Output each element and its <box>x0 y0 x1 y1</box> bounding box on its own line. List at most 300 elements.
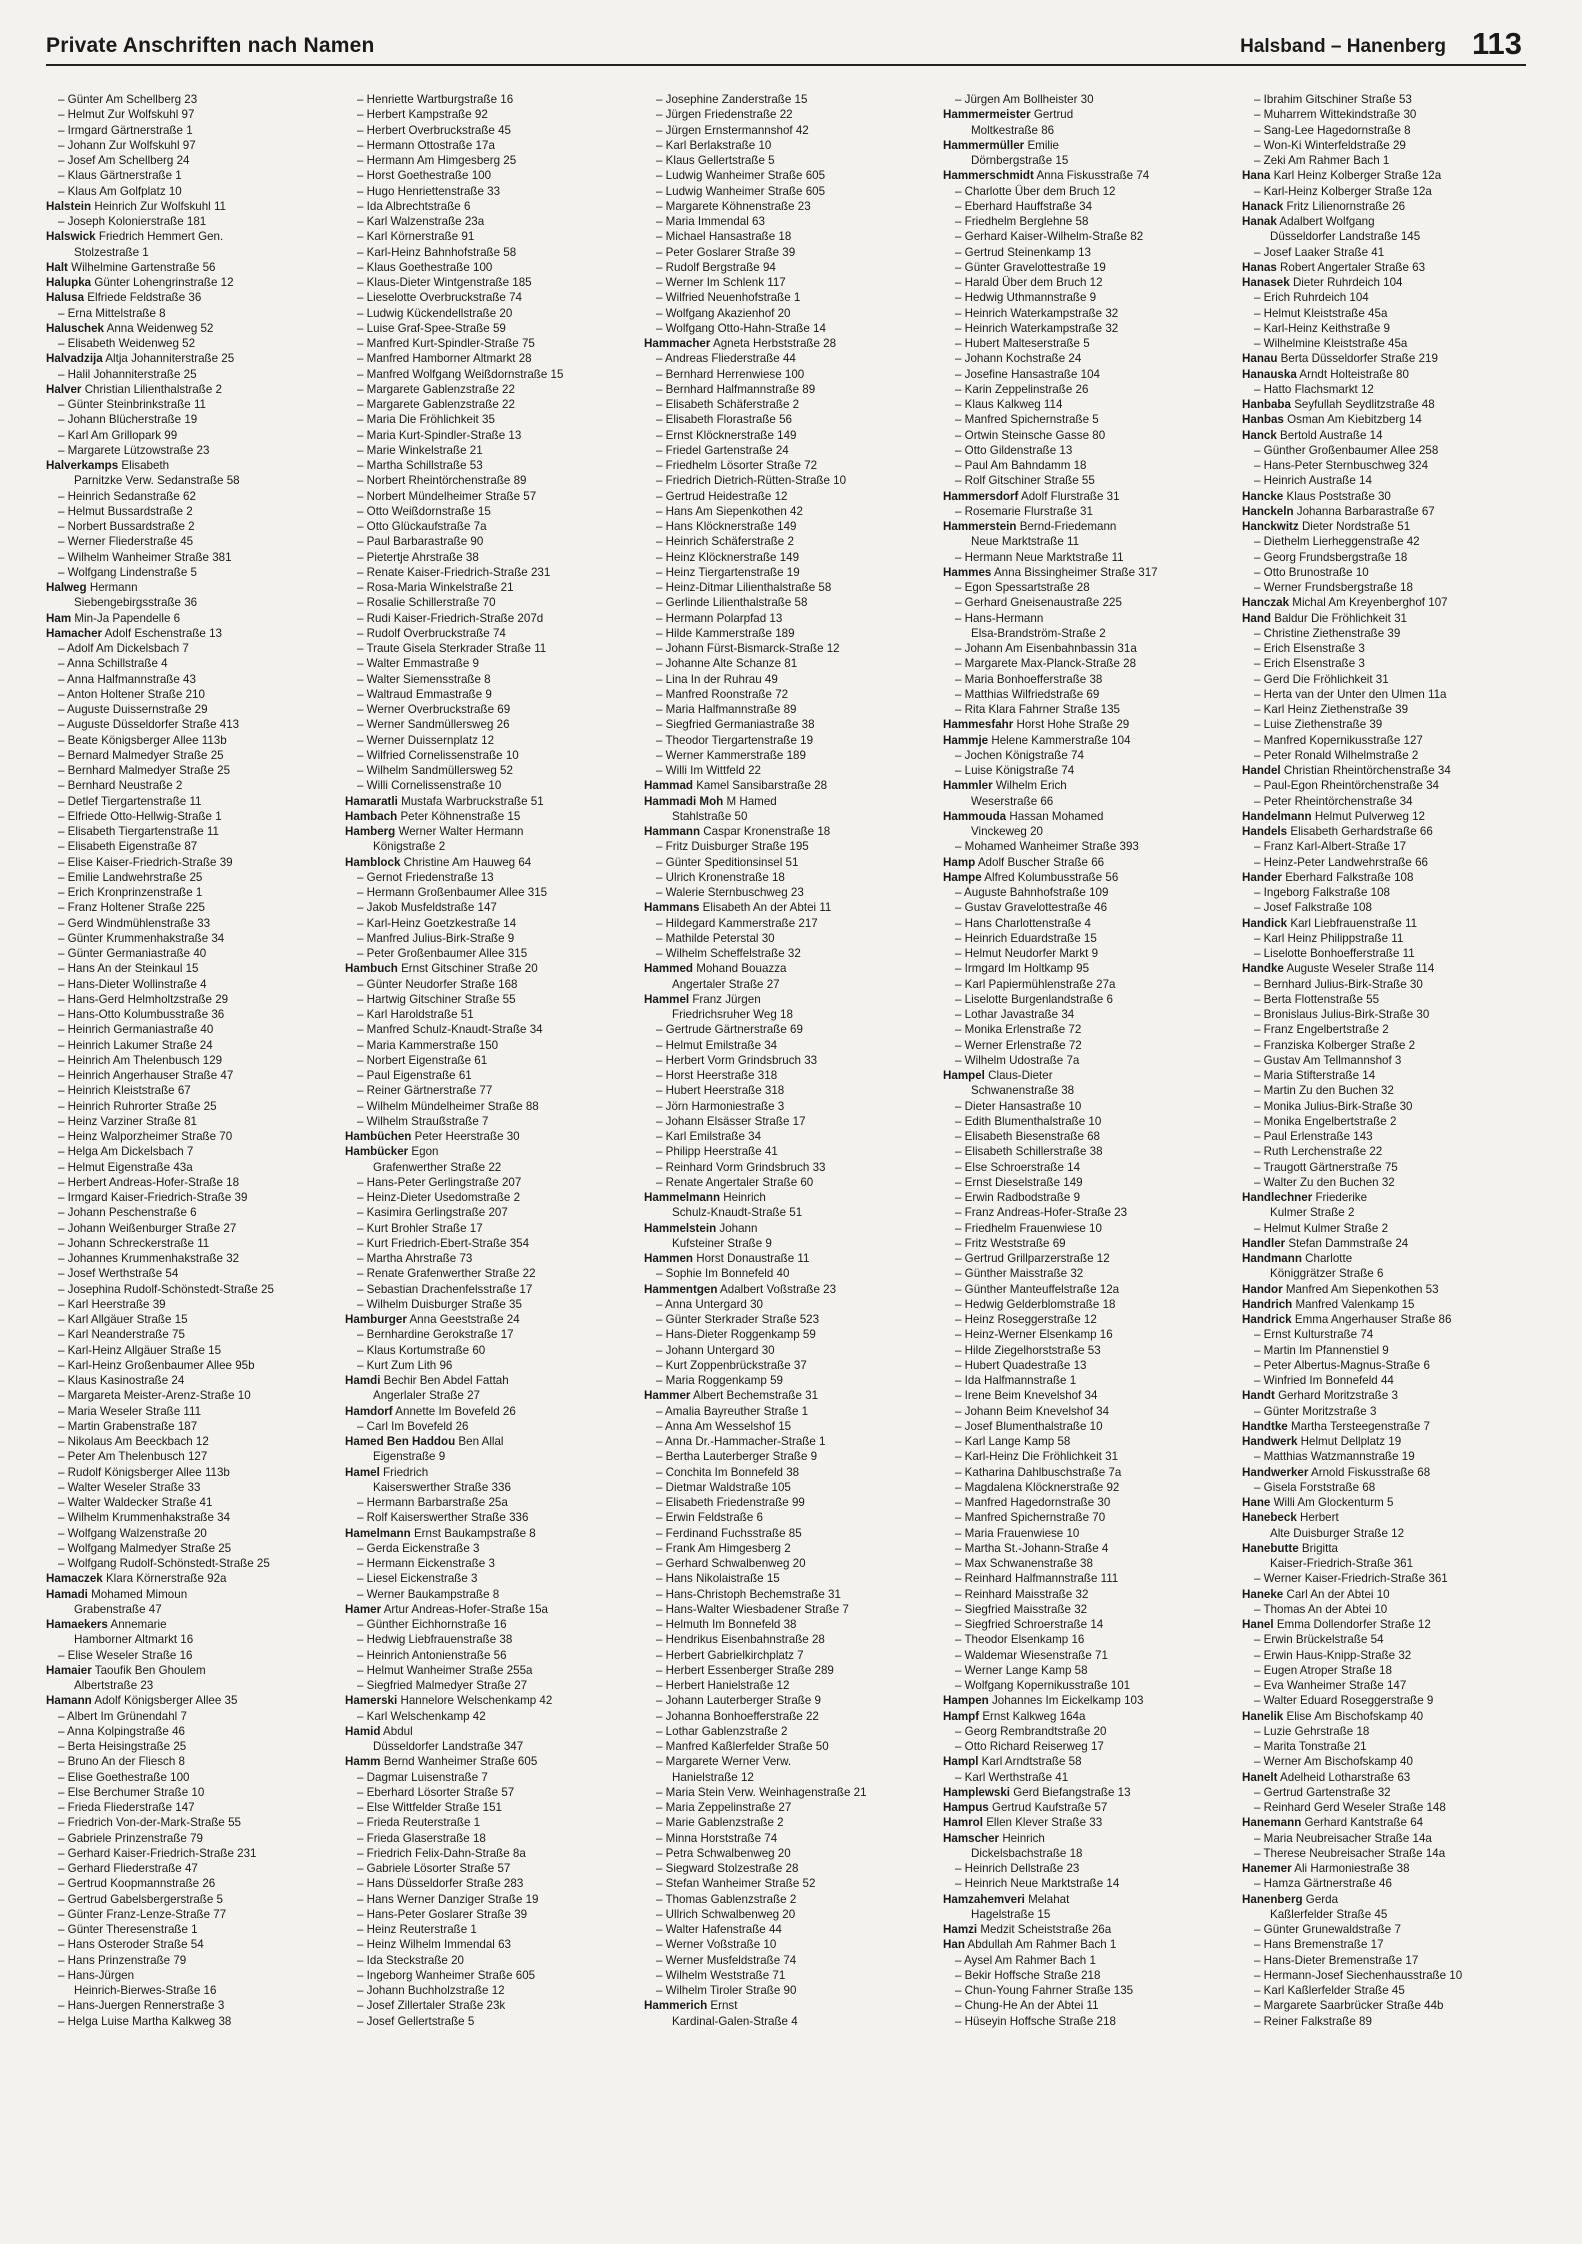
directory-entry <box>943 824 1234 839</box>
entry-text: Karl-Heinz Goetzkestraße 14 <box>366 916 517 930</box>
directory-entry <box>943 1815 1234 1830</box>
entry-text: Hans An der Steinkaul 15 <box>67 962 199 976</box>
directory-entry <box>345 1556 636 1571</box>
directory-entry <box>943 123 1234 138</box>
directory-entry <box>1242 1236 1533 1251</box>
entry-text: Karl Allgäuer Straße 15 <box>67 1313 188 1326</box>
entry-text: Helga Am Dickelsbach 7 <box>67 1145 194 1159</box>
directory-entry <box>644 1251 935 1266</box>
entry-surname: Hanack <box>1242 199 1284 213</box>
directory-entry <box>943 626 1234 641</box>
directory-entry <box>345 1907 636 1922</box>
directory-entry <box>345 1480 636 1495</box>
entry-text: Günther Manteuffelstraße 12a <box>964 1282 1120 1296</box>
directory-entry <box>46 1602 337 1617</box>
entry-surname: Hanckeln <box>1242 504 1294 518</box>
directory-entry <box>644 1510 935 1525</box>
directory-entry <box>644 687 935 702</box>
entry-surname: Halswick <box>46 230 96 244</box>
directory-entry <box>46 977 337 992</box>
directory-entry <box>1242 977 1533 992</box>
entry-text: Wilhelmine Gartenstraße 56 <box>71 260 216 274</box>
entry-text: Christian Rheintörchenstraße 34 <box>1283 764 1451 777</box>
entry-text: Herbert Kampstraße 92 <box>366 108 488 122</box>
entry-surname: Hanenberg <box>1242 1892 1303 1906</box>
entry-text: Elisabeth Gerhardstraße 66 <box>1290 825 1433 838</box>
entry-text: Liselotte Bonhoefferstraße 11 <box>1263 947 1415 960</box>
directory-entry <box>345 1632 636 1647</box>
entry-text: Gerhard Schwalbenweg 20 <box>665 1557 806 1570</box>
entry-text: Egon <box>411 1145 439 1159</box>
entry-text: Heinz Walporzheimer Straße 70 <box>67 1130 233 1143</box>
directory-entry <box>46 184 337 199</box>
entry-text: Ernst <box>710 1999 738 2013</box>
directory-entry <box>644 1541 935 1556</box>
entry-text: Elsa-Brandström-Straße 2 <box>971 626 1106 640</box>
entry-text: Hermann Barbarstraße 25a <box>366 1496 508 1509</box>
entry-text: Gerhard Kaiser-Wilhelm-Straße 82 <box>964 230 1144 244</box>
entry-text: Hermann <box>89 581 138 594</box>
entry-text: Lothar Gablenzstraße 2 <box>665 1724 788 1738</box>
entry-text: Chun-Young Fahrner Straße 135 <box>964 1984 1134 1997</box>
entry-text: Friedhelm Lösorter Straße 72 <box>665 459 818 472</box>
entry-text: Lina In der Ruhrau 49 <box>665 672 778 686</box>
entry-text: Taoufik Ben Ghoulem <box>94 1663 206 1677</box>
directory-entry <box>943 367 1234 382</box>
directory-entry <box>46 428 337 443</box>
entry-text: Maria Bonhoefferstraße 38 <box>964 672 1103 686</box>
entry-text: Ludwig Wanheimer Straße 605 <box>665 169 826 183</box>
entry-text: Karl Am Grillopark 99 <box>67 428 178 442</box>
directory-entry <box>644 1953 935 1968</box>
entry-text: Fritz Lilienornstraße 26 <box>1286 199 1406 213</box>
entry-text: Karl-Heinz Kolberger Straße 12a <box>1263 184 1432 198</box>
entry-text: Heinrich Waterkampstraße 32 <box>964 306 1119 320</box>
directory-entry <box>345 1114 636 1129</box>
entry-text: Helmut Kleiststraße 45a <box>1263 306 1388 320</box>
directory-entry <box>1242 1221 1533 1236</box>
directory-entry <box>644 1205 935 1220</box>
directory-entry <box>644 1144 935 1159</box>
directory-entry <box>46 1510 337 1525</box>
entry-text: Reiner Falkstraße 89 <box>1263 2014 1372 2028</box>
entry-text: Elise Kaiser-Friedrich-Straße 39 <box>67 855 233 869</box>
directory-entry <box>943 321 1234 336</box>
entry-text: Elisabeth Tiergartenstraße 11 <box>67 825 219 838</box>
entry-text: Hermann Am Himgesberg 25 <box>366 154 517 167</box>
directory-entry <box>46 1114 337 1129</box>
entry-surname: Hanel <box>1242 1618 1274 1631</box>
entry-text: Reinhard Gerd Weseler Straße 148 <box>1263 1801 1446 1814</box>
directory-entry <box>644 1602 935 1617</box>
entry-text: Friederike <box>1315 1191 1368 1204</box>
directory-entry <box>46 1282 337 1297</box>
entry-text: Eugen Atroper Straße 18 <box>1263 1663 1392 1677</box>
directory-entry <box>644 2014 935 2029</box>
entry-text: Elise Am Bischofskamp 40 <box>1286 1709 1424 1723</box>
entry-text: Horst Hohe Straße 29 <box>1016 718 1130 732</box>
entry-surname: Handrich <box>1242 1297 1293 1311</box>
entry-text: Peter Rheintörchenstraße 34 <box>1263 794 1413 808</box>
directory-entry <box>46 290 337 305</box>
entry-surname: Hampel <box>943 1069 985 1082</box>
entry-text: Bechir Ben Abdel Fattah <box>383 1374 509 1387</box>
entry-text: Gertrud Grillparzerstraße 12 <box>964 1252 1110 1265</box>
entry-surname: Hammouda <box>943 809 1007 823</box>
directory-entry <box>345 931 636 946</box>
directory-entry <box>943 687 1234 702</box>
directory-entry <box>943 1785 1234 1800</box>
directory-entry <box>1242 1297 1533 1312</box>
directory-entry <box>46 306 337 321</box>
entry-text: Margarete Gablenzstraße 22 <box>366 382 515 396</box>
entry-surname: Hanebeck <box>1242 1511 1297 1525</box>
entry-text: Pietertje Ahrstraße 38 <box>366 550 479 564</box>
entry-text: Theodor Tiergartenstraße 19 <box>665 733 814 747</box>
directory-entry <box>1242 1556 1533 1571</box>
entry-text: Ernst Dieselstraße 149 <box>964 1175 1083 1189</box>
directory-entry <box>943 351 1234 366</box>
entry-text: Adalbert Wolfgang <box>1279 215 1375 228</box>
entry-text: Otto Richard Reiserweg 17 <box>964 1740 1104 1753</box>
directory-entry <box>644 702 935 717</box>
directory-entry <box>943 229 1234 244</box>
entry-text: Luise Königstraße 74 <box>964 764 1075 777</box>
directory-entry <box>345 977 636 992</box>
directory-entry <box>46 214 337 229</box>
entry-text: Siebengebirgsstraße 36 <box>74 596 198 610</box>
entry-text: Wilhelm Duisburger Straße 35 <box>366 1297 522 1311</box>
entry-text: Manfred Wolfgang Weißdornstraße 15 <box>366 367 564 381</box>
entry-text: Friedrich Dietrich-Rütten-Straße 10 <box>665 474 847 488</box>
entry-text: Ludwig Wanheimer Straße 605 <box>665 184 826 198</box>
entry-text: Franz Jürgen <box>692 992 761 1006</box>
entry-text: Norbert Eigenstraße 61 <box>366 1053 488 1067</box>
entry-text: Manfred Spichernstraße 5 <box>964 413 1099 427</box>
directory-entry <box>644 1266 935 1281</box>
directory-entry <box>644 656 935 671</box>
entry-text: Herbert Essenberger Straße 289 <box>665 1663 834 1677</box>
directory-entry <box>345 1449 636 1464</box>
entry-text: Wolfgang Akazienhof 20 <box>665 306 791 320</box>
directory-entry <box>943 550 1234 565</box>
entry-text: Günter Moritzstraße 3 <box>1263 1404 1377 1418</box>
entry-text: Philipp Heerstraße 41 <box>665 1145 778 1159</box>
directory-entry <box>644 519 935 534</box>
directory-entry <box>46 1480 337 1495</box>
directory-entry <box>943 1998 1234 2013</box>
directory-entry <box>943 580 1234 595</box>
entry-text: Heinrich <box>1002 1831 1045 1845</box>
entry-text: Hans-Peter Gerlingstraße 207 <box>366 1175 522 1189</box>
directory-entry <box>1242 1312 1533 1327</box>
entry-text: Medzit Scheiststraße 26a <box>980 1923 1112 1936</box>
entry-text: Josef Gellertstraße 5 <box>366 2014 475 2028</box>
entry-text: Klara Körnerstraße 92a <box>105 1572 227 1586</box>
directory-entry <box>644 199 935 214</box>
directory-entry <box>943 1876 1234 1891</box>
entry-text: Aysel Am Rahmer Bach 1 <box>964 1953 1096 1967</box>
entry-text: Heinz-Peter Landwehrstraße 66 <box>1263 855 1428 869</box>
entry-surname: Halstein <box>46 199 92 213</box>
entry-surname: Hamelmann <box>345 1526 411 1540</box>
directory-entry <box>1242 1815 1533 1830</box>
directory-entry <box>345 1937 636 1952</box>
directory-entry <box>644 367 935 382</box>
entry-text: Melahat <box>1028 1892 1070 1906</box>
entry-surname: Hand <box>1242 611 1271 625</box>
entry-text: Reinhard Vorm Grindsbruch 33 <box>665 1160 826 1174</box>
entry-text: Heinrich Ruhrorter Straße 25 <box>67 1099 217 1113</box>
directory-entry <box>46 1739 337 1754</box>
entry-text: Abdul <box>383 1724 413 1738</box>
directory-entry <box>1242 199 1533 214</box>
entry-text: Maria Frauenwiese 10 <box>964 1526 1080 1540</box>
entry-text: Zeki Am Rahmer Bach 1 <box>1263 154 1390 167</box>
directory-entry <box>943 1221 1234 1236</box>
directory-entry <box>345 1373 636 1388</box>
entry-text: Emma Angerhauser Straße 86 <box>1294 1313 1452 1326</box>
directory-entry <box>345 1297 636 1312</box>
directory-entry <box>1242 1160 1533 1175</box>
entry-text: Manfred Hamborner Altmarkt 28 <box>366 352 532 366</box>
directory-entry <box>345 519 636 534</box>
entry-text: Gertrud <box>1033 108 1074 122</box>
directory-entry <box>345 1221 636 1236</box>
directory-entry <box>1242 1129 1533 1144</box>
entry-text: Charlotte Über dem Bruch 12 <box>964 184 1116 198</box>
directory-entry <box>943 1099 1234 1114</box>
entry-text: Alte Duisburger Straße 12 <box>1270 1526 1405 1540</box>
directory-entry <box>943 1907 1234 1922</box>
directory-entry <box>943 1953 1234 1968</box>
entry-text: Traute Gisela Sterkrader Straße 11 <box>366 642 547 655</box>
directory-entry <box>46 138 337 153</box>
directory-entry <box>345 1434 636 1449</box>
entry-text: Karl Arndtstraße 58 <box>981 1755 1082 1769</box>
entry-text: Anna Fiskusstraße 74 <box>1036 169 1150 183</box>
entry-text: Dieter Hansastraße 10 <box>964 1099 1082 1113</box>
entry-surname: Handmann <box>1242 1252 1302 1265</box>
directory-entry <box>46 1632 337 1647</box>
directory-entry <box>943 153 1234 168</box>
directory-entry <box>1242 1770 1533 1785</box>
directory-entry <box>943 763 1234 778</box>
directory-entry <box>345 702 636 717</box>
entry-text: Vinckeweg 20 <box>971 825 1043 838</box>
directory-entry <box>644 1312 935 1327</box>
directory-entry <box>345 1846 636 1861</box>
entry-text: Heinz Roseggerstraße 12 <box>964 1313 1097 1326</box>
entry-text: Hatto Flachsmarkt 12 <box>1263 382 1374 396</box>
directory-entry <box>345 1602 636 1617</box>
directory-entry <box>943 1465 1234 1480</box>
entry-text: Karl-Heinz Bahnhofstraße 58 <box>366 245 517 259</box>
directory-entry <box>644 626 935 641</box>
entry-text: Ida Albrechtstraße 6 <box>366 199 471 213</box>
entry-surname: Hammersdorf <box>943 489 1019 503</box>
directory-entry <box>943 1434 1234 1449</box>
directory-entry <box>1242 443 1533 458</box>
entry-text: Georg Frundsbergstraße 18 <box>1263 550 1408 564</box>
directory-entry <box>943 1175 1234 1190</box>
entry-surname: Hamadi <box>46 1587 88 1601</box>
directory-entry <box>644 855 935 870</box>
directory-entry <box>345 748 636 763</box>
entry-text: Klaus Goethestraße 100 <box>366 260 493 274</box>
entry-surname: Hamaratli <box>345 794 398 808</box>
directory-entry <box>345 1343 636 1358</box>
entry-text: Manfred Valenkamp 15 <box>1295 1297 1415 1311</box>
entry-text: Herbert Gabrielkirchplatz 7 <box>665 1648 804 1662</box>
directory-entry <box>943 1846 1234 1861</box>
entry-text: Ida Steckstraße 20 <box>366 1953 464 1967</box>
entry-text: Johann Fürst-Bismarck-Straße 12 <box>665 642 840 655</box>
directory-entry <box>46 1312 337 1327</box>
directory-entry <box>1242 763 1533 778</box>
entry-text: Bertold Austraße 14 <box>1280 428 1383 442</box>
directory-entry <box>943 1312 1234 1327</box>
entry-surname: Hamrol <box>943 1816 983 1830</box>
directory-entry <box>943 611 1234 626</box>
directory-entry <box>644 1937 935 1952</box>
directory-entry <box>345 504 636 519</box>
directory-entry <box>943 199 1234 214</box>
entry-text: Hannelore Welschenkamp 42 <box>400 1694 553 1708</box>
entry-text: Erwin Radbodstraße 9 <box>964 1191 1081 1204</box>
entry-text: Karl Papiermühlenstraße 27a <box>964 977 1116 991</box>
entry-text: Ibrahim Gitschiner Straße 53 <box>1263 93 1412 106</box>
entry-text: Heinrich Germaniastraße 40 <box>67 1023 214 1037</box>
directory-entry <box>1242 504 1533 519</box>
directory-entry <box>46 1907 337 1922</box>
entry-text: Adelheid Lotharstraße 63 <box>1280 1770 1411 1784</box>
directory-entry <box>1242 870 1533 885</box>
directory-entry <box>943 870 1234 885</box>
entry-text: Heinz Reuterstraße 1 <box>366 1923 477 1936</box>
entry-text: Heinrich Antonienstraße 56 <box>366 1648 507 1662</box>
directory-entry <box>943 92 1234 107</box>
entry-text: Frieda Fliederstraße 147 <box>67 1801 195 1814</box>
directory-entry <box>943 1648 1234 1663</box>
directory-entry <box>345 245 636 260</box>
column-3 <box>644 92 935 2212</box>
directory-entry <box>345 123 636 138</box>
entry-text: Ida Halfmannstraße 1 <box>964 1374 1077 1387</box>
directory-entry <box>1242 351 1533 366</box>
entry-text: Günter Steinbrinkstraße 11 <box>67 398 207 411</box>
directory-entry <box>46 1251 337 1266</box>
entry-text: Eva Wanheimer Straße 147 <box>1263 1679 1407 1692</box>
directory-entry <box>644 1175 935 1190</box>
directory-entry <box>46 1129 337 1144</box>
directory-entry <box>1242 138 1533 153</box>
entry-text: Willi Cornelissenstraße 10 <box>366 779 502 793</box>
entry-text: Josef Am Schellberg 24 <box>67 154 190 167</box>
entry-surname: Hammje <box>943 733 989 747</box>
entry-text: Klaus Gärtnerstraße 1 <box>67 169 182 183</box>
entry-text: Georg Rembrandtstraße 20 <box>964 1724 1107 1738</box>
entry-text: Walter Zu den Buchen 32 <box>1263 1175 1395 1189</box>
entry-text: Peter Albertus-Magnus-Straße 6 <box>1263 1358 1430 1372</box>
entry-text: Maria Halfmannstraße 89 <box>665 703 797 716</box>
entry-text: Wolfgang Kopernikusstraße 101 <box>964 1679 1131 1692</box>
directory-entry <box>345 870 636 885</box>
entry-text: Chung-He An der Abtei 11 <box>964 1999 1099 2013</box>
directory-entry <box>345 153 636 168</box>
entry-text: Rosalie Schillerstraße 70 <box>366 596 496 610</box>
entry-text: Ruth Lerchenstraße 22 <box>1263 1145 1383 1159</box>
directory-entry <box>46 733 337 748</box>
entry-text: Magdalena Klöcknerstraße 92 <box>964 1480 1120 1494</box>
entry-surname: Hanasek <box>1242 276 1290 289</box>
directory-entry <box>943 794 1234 809</box>
column-5 <box>1242 92 1533 2212</box>
directory-entry <box>1242 1663 1533 1678</box>
directory-entry <box>345 1739 636 1754</box>
entry-text: Waltraud Emmastraße 9 <box>366 687 492 701</box>
entry-text: Elisabeth Biesenstraße 68 <box>964 1130 1101 1143</box>
directory-entry <box>345 1998 636 2013</box>
directory-entry <box>46 1327 337 1342</box>
entry-surname: Hamscher <box>943 1831 1000 1845</box>
directory-entry <box>345 1968 636 1983</box>
directory-entry <box>1242 1571 1533 1586</box>
entry-text: Elisabeth Eigenstraße 87 <box>67 840 198 854</box>
entry-text: Bronislaus Julius-Birk-Straße 30 <box>1263 1008 1430 1021</box>
entry-text: Friedrichsruher Weg 18 <box>672 1008 793 1021</box>
directory-entry <box>644 351 935 366</box>
directory-entry <box>46 1449 337 1464</box>
entry-text: Johann Kochstraße 24 <box>964 352 1082 366</box>
entry-text: Stefan Dammstraße 24 <box>1288 1236 1409 1250</box>
entry-text: Gertrud Gartenstraße 32 <box>1263 1785 1391 1799</box>
entry-text: Emilie <box>1027 138 1060 152</box>
directory-entry <box>345 672 636 687</box>
directory-entry <box>644 1297 935 1312</box>
directory-entry <box>1242 1144 1533 1159</box>
entry-text: Dickelsbachstraße 18 <box>971 1846 1083 1860</box>
directory-entry <box>644 1922 935 1937</box>
entry-text: Heinrich Kleiststraße 67 <box>67 1084 191 1098</box>
directory-entry <box>345 1617 636 1632</box>
entry-text: Irene Beim Knevelshof 34 <box>964 1389 1098 1403</box>
entry-text: Hans-Hermann <box>964 611 1044 625</box>
name-range: Halsband – Hanenberg <box>1240 36 1446 57</box>
directory-entry <box>943 702 1234 717</box>
directory-entry <box>1242 946 1533 961</box>
directory-entry <box>644 672 935 687</box>
directory-entry <box>644 733 935 748</box>
entry-text: Martha Tersteegenstraße 7 <box>1290 1419 1430 1433</box>
directory-entry <box>46 672 337 687</box>
entry-text: Walter Hafenstraße 44 <box>665 1923 782 1936</box>
entry-text: Peter Am Thelenbusch 127 <box>67 1450 208 1464</box>
entry-text: Herbert Hanielstraße 12 <box>665 1679 790 1692</box>
entry-text: Herbert Andreas-Hofer-Straße 18 <box>67 1175 240 1189</box>
directory-entry <box>46 1465 337 1480</box>
directory-entry <box>943 1327 1234 1342</box>
entry-text: Max Schwanenstraße 38 <box>964 1557 1093 1570</box>
entry-text: Josefine Hansastraße 104 <box>964 367 1101 381</box>
page-header <box>46 24 1526 66</box>
directory-entry <box>644 1114 935 1129</box>
directory-entry <box>46 1205 337 1220</box>
directory-entry <box>345 656 636 671</box>
directory-entry <box>345 824 636 839</box>
entry-text: Else Wittfelder Straße 151 <box>366 1801 502 1814</box>
entry-surname: Handlechner <box>1242 1191 1313 1204</box>
